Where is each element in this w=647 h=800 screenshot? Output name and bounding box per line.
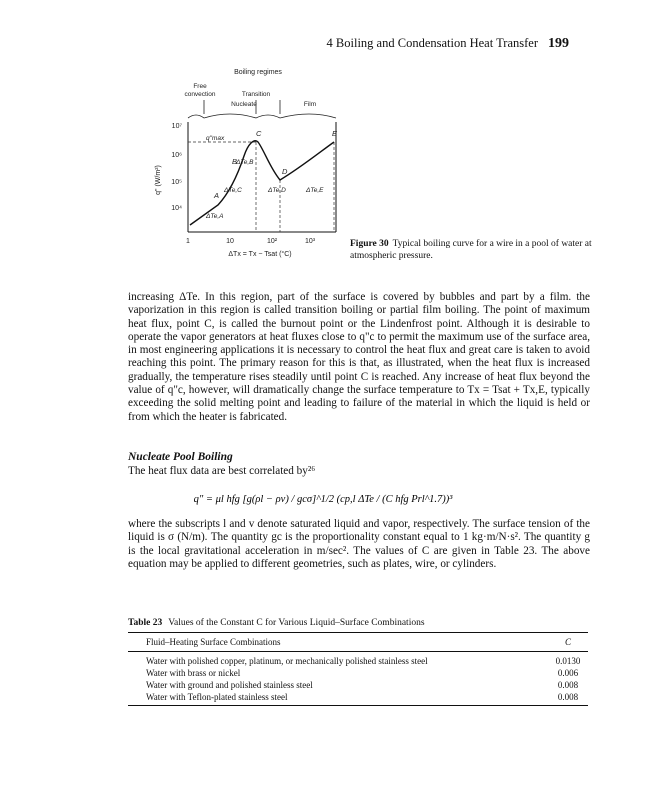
label-dt-b: ΔTe,B	[236, 159, 254, 166]
label-dt-d: ΔTe,D	[268, 187, 286, 194]
table-label: Table 23	[128, 618, 163, 628]
regime-free: Free	[193, 83, 207, 90]
table-caption: Values of the Constant C for Various Liquid–Surface Combinations	[168, 618, 425, 628]
constant-c-table	[128, 632, 588, 706]
caption-text: Typical boiling curve for a wire in a pool of water at atmospheric pressure.	[350, 239, 592, 261]
rohsenow-equation	[0, 478, 647, 518]
x-tick-1: 1	[186, 238, 190, 245]
column-header-c: C	[548, 633, 588, 652]
point-e: E	[332, 129, 338, 138]
table-row	[128, 691, 588, 706]
label-dt-e: ΔTe,E	[306, 187, 324, 194]
fig-title: Boiling regimes	[234, 69, 282, 76]
section-heading: Nucleate Pool Boiling	[128, 451, 233, 463]
point-a: A	[214, 191, 220, 200]
point-b: B	[232, 157, 238, 166]
table-row	[128, 652, 588, 668]
label-qmax: q"max	[206, 135, 225, 142]
cell-c-value: 0.0130	[555, 656, 581, 666]
chapter-title: 4 Boiling and Condensation Heat Transfer	[326, 36, 538, 50]
point-d: D	[282, 167, 288, 176]
paragraph-definitions: where the subscripts l and v denote saturated liquid and vapor, respectively. The surface tension of the liquid is σ (N/m). The quantity gc is the proportionality constant equal to 1 kg·m/N·s². The quantity g is the local gravitational acceleration in m/sec². The values of C are given in Table 23. The above equation may be applied to different geometries, such as plates, wire, or cylinders.	[128, 518, 590, 570]
regime-nucleate: Nucleate	[231, 101, 257, 108]
point-c: C	[256, 129, 262, 138]
cell-combination: Water with polished copper, platinum, or mechanically polished stainless steel	[146, 656, 428, 666]
label-dt-a: ΔTe,A	[206, 213, 224, 220]
y-tick-3: 10⁵	[171, 179, 182, 186]
x-tick-3: 10²	[266, 238, 278, 245]
x-tick-4: 10³	[304, 238, 316, 245]
cell-combination: Water with ground and polished stainless steel	[146, 680, 313, 690]
label-dt-c-lower: ΔTe,C	[224, 187, 242, 194]
table-row	[128, 679, 588, 691]
cell-c-value: 0.008	[548, 691, 588, 706]
y-tick-1: 10⁷	[171, 123, 182, 130]
table-header-row	[128, 633, 588, 652]
regime-transition: Transition	[241, 91, 271, 98]
boiling-curve-svg	[150, 60, 350, 260]
equation-text: q" = μl hfg [g(ρl − ρv) / gcσ]^1/2 (cp,l ΔTe / (C hfg Prl^1.7))³	[193, 494, 453, 505]
running-head	[327, 36, 569, 52]
x-tick-2: 10	[226, 238, 234, 245]
paragraph-transition-boiling: increasing ΔTe. In this region, part of the surface is covered by bubbles and part by a film. the vaporization in this region is called transition boiling or partial film boiling. The point of maximum heat flux, point C, is called the burnout point or the Lindenfrost point. Although it is desirable to operate the vapor generators at heat fluxes close to q"c to permit the maximum use of the surface area, in most engineering applications it is necessary to control the heat flux and great care is taken to avoid reaching this point. The primary reason for this is that, as illustrated, when the heat flux is increased gradually, the temperature rises steadily until point C is reached. Any increase of heat flux beyond the value of q"c, however, will dramatically change the surface temperature to Tx = Tsat + Tx,E, typically exceeding the solid melting point and leading to failure of the material in which the liquid is held or from which the heater is fabricated.	[128, 291, 590, 423]
cell-c-value: 0.008	[557, 680, 579, 690]
cell-c-value: 0.006	[557, 668, 579, 678]
x-axis-label: ΔTx = Tx − Tsat (°C)	[228, 251, 292, 258]
table-row	[128, 667, 588, 679]
y-tick-2: 10⁶	[171, 152, 182, 159]
equation-svg	[0, 478, 647, 518]
page-number: 199	[548, 36, 569, 51]
regime-film: Film	[303, 101, 317, 108]
table-title	[128, 618, 425, 628]
paragraph-correlation-intro: The heat flux data are best correlated by²⁶	[128, 465, 316, 477]
column-header-combination: Fluid–Heating Surface Combinations	[128, 633, 548, 652]
y-axis-label: q" (W/m²)	[155, 165, 162, 195]
regime-free-2: convection	[184, 91, 216, 98]
caption-label: Figure 30	[350, 239, 389, 249]
figure-caption	[350, 238, 600, 262]
boiling-curve-figure	[150, 60, 350, 265]
cell-combination: Water with brass or nickel	[146, 668, 241, 678]
cell-combination: Water with Teflon-plated stainless steel	[128, 691, 548, 706]
y-tick-4: 10⁴	[171, 205, 182, 212]
